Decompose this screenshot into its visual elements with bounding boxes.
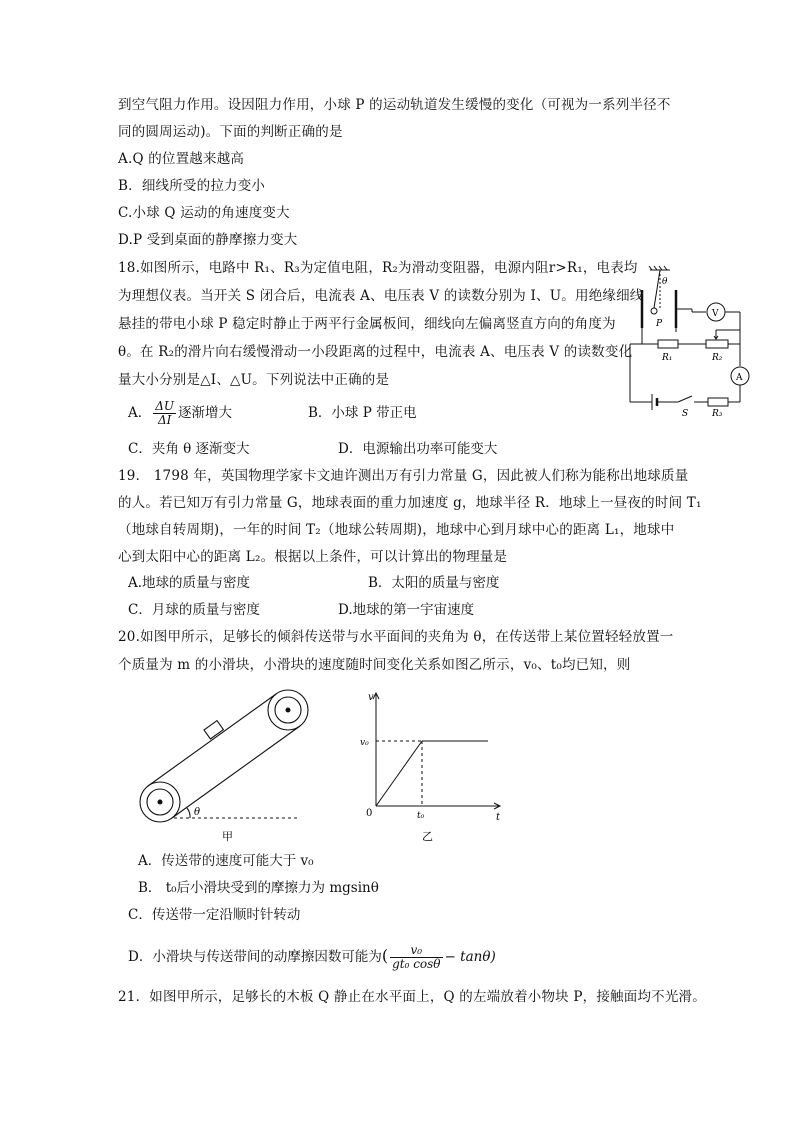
conveyor-theta-label: θ [194,807,201,818]
q18-line-4: θ。在 R₂的滑片向右缓慢滑动一小段距离的过程中，电流表 A、电压表 V 的读数变化 [118,344,633,360]
q19-option-d: D.地球的第一宇宙速度 [338,602,475,618]
graph-origin-label: 0 [366,808,373,819]
q20-conveyor-figure [138,682,318,847]
intro-line-1: 到空气阻力作用。设因阻力作用，小球 P 的运动轨道发生缓慢的变化（可视为一系列半径不 [118,97,671,113]
graph-caption: 乙 [422,830,433,843]
circuit-theta-label: θ [662,277,668,287]
intro-line-2: 同的圆周运动)。下面的判断正确的是 [118,124,343,140]
fraction-numerator: v₀ [390,944,442,958]
q19-line-2: 的人。若已知万有引力常量 G，地球表面的重力加速度 g，地球半径 R．地球上一昼夜的时间 T₁ [118,495,702,511]
q20-option-b: B． t₀后小滑块受到的摩擦力为 mgsinθ [138,880,379,896]
q21-line-1: 21．如图甲所示，足够长的木板 Q 静止在水平面上，Q 的左端放着小物块 P，接触面均不光滑。 [118,989,706,1005]
q18-option-d: D．电源输出功率可能变大 [338,441,498,457]
q20-vt-graph [360,688,510,848]
q20-line-1: 20.如图甲所示，足够长的倾斜传送带与水平面间的夹角为 θ，在传送带上某位置轻轻放置一 [118,629,674,645]
circuit-v-label: V [712,309,719,319]
graph-t-axis-label: t [496,812,501,823]
q19-line-1: 19． 1798 年，英国物理学家卡文迪许测出万有引力常量 G，因此被人们称为能称出地球质量 [118,468,689,484]
circuit-r3-label: R₃ [712,409,723,419]
q20-option-d-fraction [390,944,442,971]
circuit-r2-label: R₂ [712,353,723,363]
q19-option-a: A.地球的质量与密度 [128,575,251,591]
fraction-denominator: ΔI [157,413,172,427]
intro-option-a: A.Q 的位置越来越高 [118,151,245,167]
q20-option-a: A．传送带的速度可能大于 v₀ [138,853,314,869]
q18-option-b: B．小球 P 带正电 [308,405,417,421]
q18-option-a-suffix: 逐渐增大 [178,405,233,421]
q20-option-d-suffix: − tanθ) [444,949,496,965]
circuit-r1-label: R₁ [662,353,673,363]
conveyor-caption: 甲 [222,830,233,843]
q18-line-2: 为理想仪表。当开关 S 闭合后，电流表 A、电压表 V 的读数分别为 I、U。用绝缘细线 [118,288,644,304]
q20-option-d-prefix: D．小滑块与传送带间的动摩擦因数可能为 [128,949,382,965]
intro-option-c: C.小球 Q 运动的角速度变大 [118,205,290,221]
q18-option-a-prefix: A． [128,405,152,421]
q20-option-d: D．小滑块与传送带间的动摩擦因数可能为( $\frac{\text{v₀}}{\text{gt₀ cosθ}}$ − tanθ) [128,943,496,971]
q18-option-a-fraction [153,400,176,427]
q18-line-5: 量大小分别是△I、△U。下列说法中正确的是 [118,372,390,388]
q19-line-3: （地球自转周期)，一年的时间 T₂（地球公转周期)，地球中心到月球中心的距离 L₁，地球中 [118,522,675,538]
q19-option-c: C．月球的质量与密度 [128,602,260,618]
q18-option-c: C．夹角 θ 逐渐变大 [128,441,250,457]
q18-circuit-diagram [622,262,762,422]
fraction-denominator: gt₀ cosθ [392,957,441,971]
q18-line-1: 18.如图所示，电路中 R₁、R₃为定值电阻，R₂为滑动变阻器，电源内阻r>R₁，电表均 [118,260,638,276]
circuit-a-label: A [736,373,743,383]
graph-v-axis-label: v [368,692,374,703]
q18-line-3: 悬挂的带电小球 P 稳定时静止于两平行金属板间，细线向左偏离竖直方向的角度为 [118,316,616,332]
circuit-s-label: S [682,409,689,419]
q20-option-c: C．传送带一定沿顺时针转动 [128,907,301,923]
q19-option-b: B．太阳的质量与密度 [368,575,500,591]
intro-option-b: B．细线所受的拉力变小 [118,178,266,194]
q20-line-2: 个质量为 m 的小滑块，小滑块的速度随时间变化关系如图乙所示，v₀、t₀均已知，则 [118,657,631,673]
graph-t0-label: t₀ [417,811,425,821]
intro-option-d: D.P 受到桌面的静摩擦力变大 [118,232,298,248]
graph-v0-label: v₀ [360,738,369,748]
circuit-p-label: P [656,319,663,329]
q19-line-4: 心到太阳中心的距离 L₂。根据以上条件，可以计算出的物理量是 [118,549,508,565]
fraction-numerator: ΔU [155,399,175,413]
q18-option-a [128,400,232,427]
